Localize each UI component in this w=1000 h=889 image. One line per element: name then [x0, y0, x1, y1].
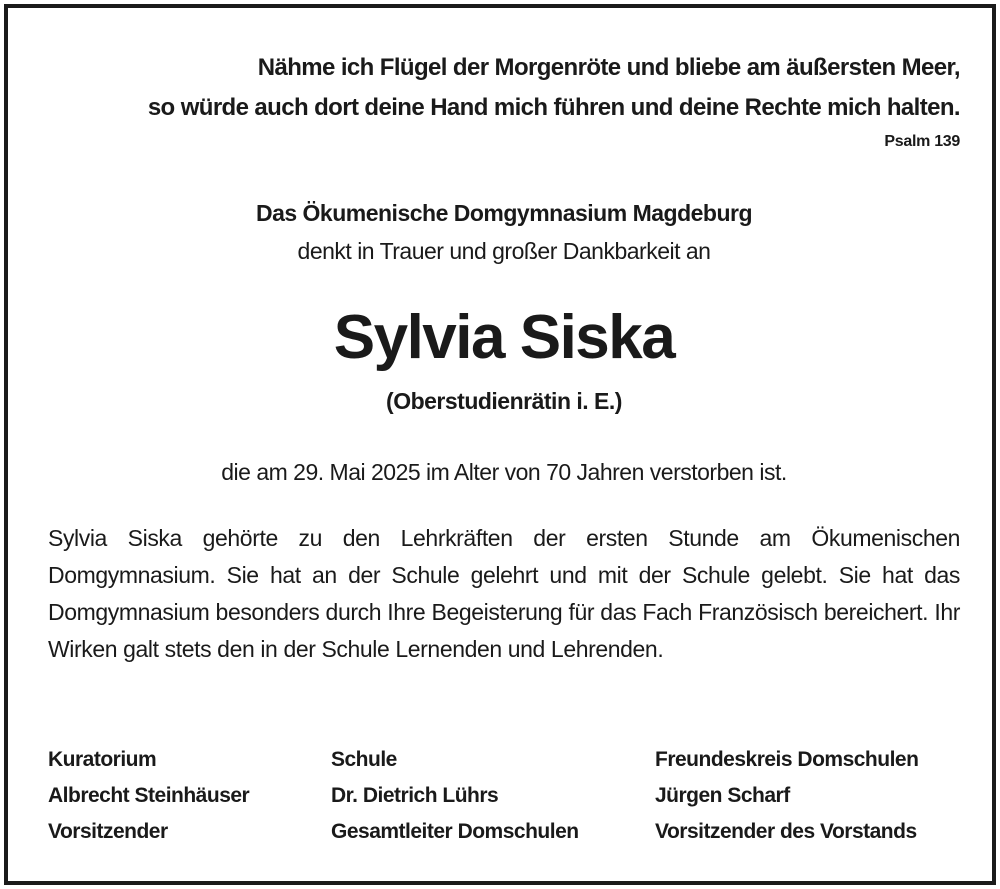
- signatory-role: Vorsitzender des Vorstands: [655, 820, 917, 843]
- psalm-source: Psalm 139: [884, 133, 960, 150]
- signatory-person: Albrecht Steinhäuser: [48, 784, 250, 807]
- deceased-name: Sylvia Siska: [333, 303, 675, 372]
- psalm-quote: [148, 48, 960, 128]
- signatory-column: [331, 742, 579, 850]
- psalm-quote-line-1: Nähme ich Flügel der Morgenröte und bliebe am äußersten Meer,: [257, 54, 960, 81]
- deceased-title: (Oberstudienrätin i. E.): [386, 388, 622, 414]
- signatory-organization: Kuratorium: [48, 748, 157, 771]
- signatory-person: Jürgen Scharf: [655, 784, 790, 807]
- tribute-paragraph: Sylvia Siska gehörte zu den Lehrkräften der ersten Stunde am Ökumenischen Domgymnasium. Sie hat an der Schule gelehrt und mit der Schule gelebt. Sie hat das Domgymnasium besonders durch Ihre Begeisterung für das Fach Französisch bereichert. Ihr Wirken galt stets den in der Schule Lernenden und Lehrenden.: [48, 525, 960, 662]
- signatory-organization: Schule: [331, 748, 397, 771]
- signatory-column: [655, 742, 918, 850]
- intro-text: denkt in Trauer und großer Dankbarkeit an: [297, 238, 711, 264]
- psalm-quote-line-2: so würde auch dort deine Hand mich führen und deine Rechte mich halten.: [147, 94, 960, 121]
- signatory-organization: Freundeskreis Domschulen: [655, 748, 919, 771]
- signatory-column: [48, 742, 249, 850]
- death-notice-line: die am 29. Mai 2025 im Alter von 70 Jahren verstorben ist.: [221, 459, 787, 485]
- signatory-person: Dr. Dietrich Lührs: [331, 784, 499, 807]
- obituary-frame: [4, 4, 996, 885]
- school-name: Das Ökumenische Domgymnasium Magdeburg: [255, 200, 753, 226]
- signatory-role: Vorsitzender: [48, 820, 168, 843]
- signatory-role: Gesamtleiter Domschulen: [331, 820, 579, 843]
